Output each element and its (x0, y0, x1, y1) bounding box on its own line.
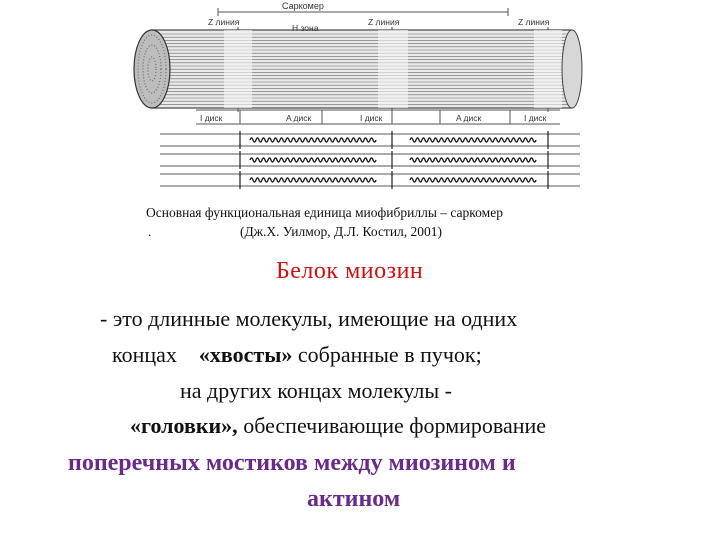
figure-caption-source: (Дж.Х. Уилмор, Д.Л. Костил, 2001) (240, 224, 443, 239)
text-line-3: на других концах молекулы - (180, 378, 452, 403)
label-a-disk-2: A диск (456, 113, 482, 123)
label-sarcomere: Саркомер (282, 1, 324, 11)
myofibril-sarcomere-diagram (0, 0, 720, 200)
highlight-line-2: актином (307, 486, 401, 512)
label-i-disk-1: I диск (200, 113, 223, 123)
slide-title: Белок миозин (276, 258, 424, 284)
text-line-2 (112, 342, 482, 368)
text-line-2-end: собранные в пучок; (292, 342, 482, 367)
label-z-line-left: Z линия (208, 17, 240, 27)
label-h-zone: H зона (292, 23, 319, 33)
text-line-1: - это длинные молекулы, имеющие на одних (100, 306, 518, 331)
label-a-disk-1: A диск (286, 113, 312, 123)
text-line-2-start: концах (112, 342, 199, 367)
label-i-disk-2: I диск (360, 113, 383, 123)
term-tails: «хвосты» (198, 342, 293, 367)
label-i-disk-3: I диск (524, 113, 547, 123)
text-line-4-end: обеспечивающие формирование (237, 413, 547, 438)
filament-rows (160, 131, 580, 189)
myofibril-cylinder (134, 30, 582, 108)
figure-caption-line1: Основная функциональная единица миофибриллы – саркомер (146, 205, 503, 220)
bullet-dot: . (148, 224, 152, 239)
label-z-line-mid: Z линия (368, 17, 400, 27)
highlight-line-1: поперечных мостиков между миозином и (68, 450, 516, 476)
label-z-line-right: Z линия (518, 17, 550, 27)
text-line-4 (130, 413, 546, 439)
term-heads: «головки», (130, 413, 238, 438)
